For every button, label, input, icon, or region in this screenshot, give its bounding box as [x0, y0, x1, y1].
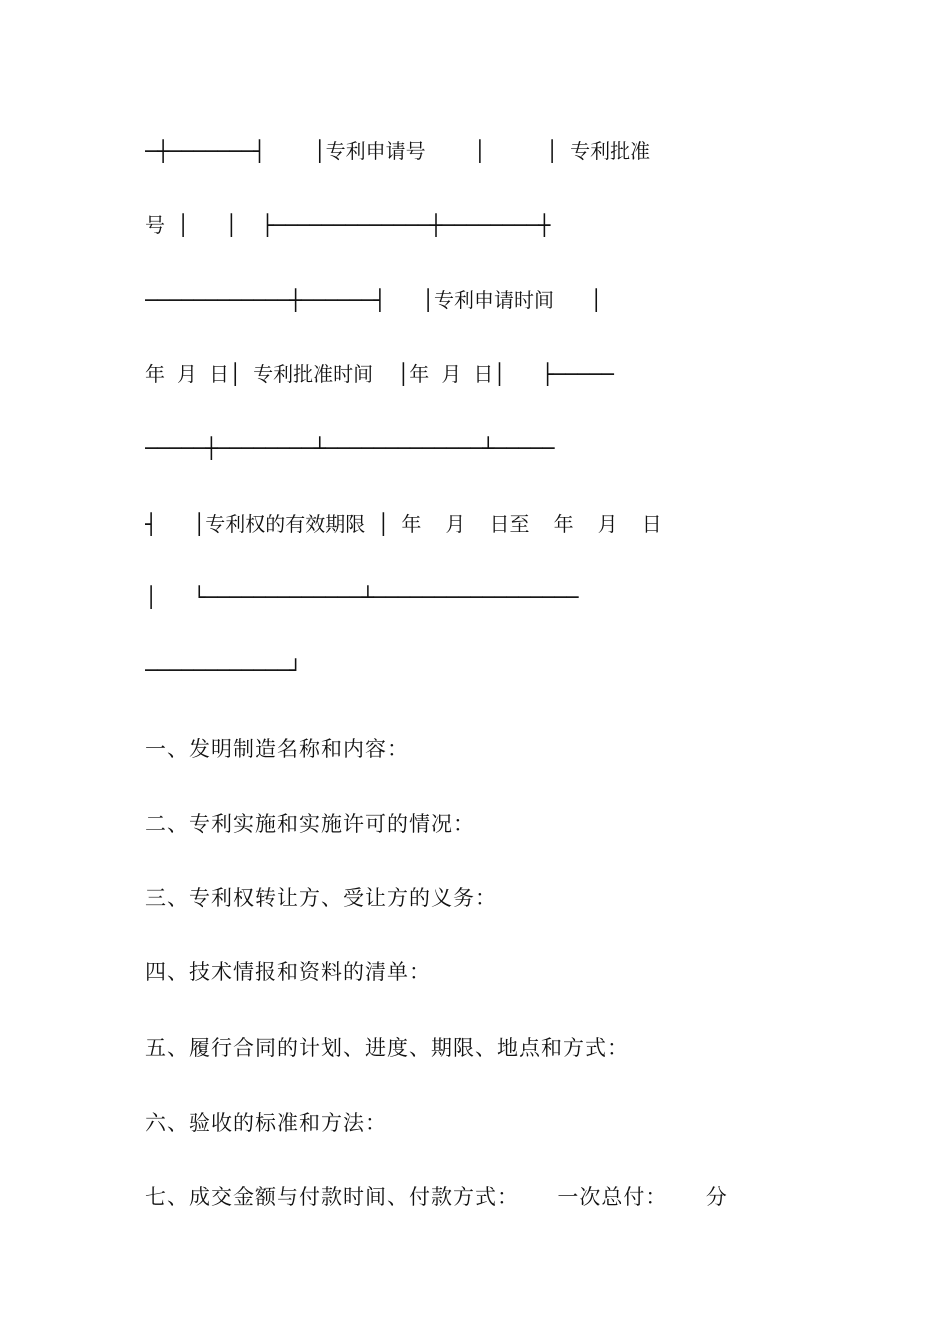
- clause-3: 三、专利权转让方、受让方的义务：: [145, 886, 497, 910]
- table-line: ┤ │专利权的有效期限 │ 年 月 日至 年 月 日: [145, 512, 662, 536]
- table-line: ─────┼────────┴─────────────┴─────: [145, 436, 555, 460]
- table-line: ────────────┼──────┤ │专利申请时间 │: [145, 288, 603, 312]
- clause-7: 七、成交金额与付款时间、付款方式： 一次总付： 分: [145, 1185, 728, 1209]
- table-line: 年 月 日│ 专利批准时间 │年 月 日│ ├─────: [145, 362, 614, 386]
- clause-6: 六、验收的标准和方法：: [145, 1111, 387, 1135]
- table-line: ─┼───────┤ │专利申请号 │ │ 专利批准: [145, 139, 651, 163]
- table-line: │ └─────────────┴─────────────────: [145, 585, 579, 609]
- table-line: ────────────┘: [145, 658, 302, 682]
- clause-1: 一、发明制造名称和内容：: [145, 737, 409, 761]
- clause-5: 五、履行合同的计划、进度、期限、地点和方式：: [145, 1036, 629, 1060]
- clause-4: 四、技术情报和资料的清单：: [145, 960, 431, 984]
- clause-2: 二、专利实施和实施许可的情况：: [145, 812, 475, 836]
- table-line: 号 │ │ ├─────────────┼────────┼: [145, 213, 551, 237]
